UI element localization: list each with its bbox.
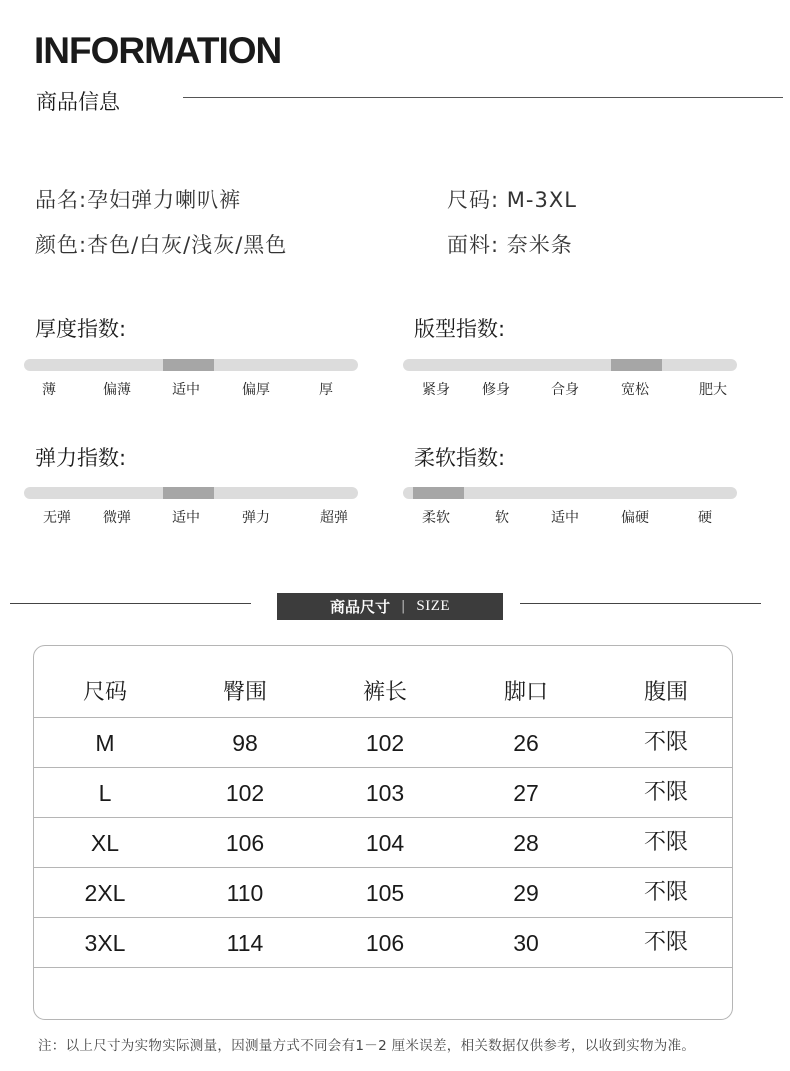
cell-hip: 106: [225, 830, 265, 856]
softness-index-marker: [413, 487, 464, 499]
thickness-index-bar: [24, 359, 358, 371]
elasticity-tick-label: 微弹: [103, 510, 131, 526]
cell-hip: 102: [225, 780, 265, 806]
softness-index-title: 柔软指数:: [414, 446, 506, 470]
table-row: [34, 818, 732, 868]
fit-tick-label: 紧身: [422, 382, 450, 398]
cell-hem: 29: [513, 880, 539, 906]
cell-waist: 不限: [643, 780, 689, 805]
fit-tick-label: 肥大: [699, 382, 727, 398]
page-subtitle: 商品信息: [36, 90, 120, 114]
header-length: 裤长: [362, 680, 408, 705]
table-row: [34, 718, 732, 768]
header-divider: [183, 97, 783, 98]
cell-hem: 30: [513, 930, 539, 956]
elasticity-tick-label: 弹力: [242, 510, 270, 526]
cell-waist: 不限: [643, 730, 689, 755]
cell-size: 3XL: [84, 930, 126, 956]
cell-waist: 不限: [643, 830, 689, 855]
thickness-tick-label: 厚: [319, 382, 333, 398]
fit-tick-label: 宽松: [621, 382, 649, 398]
elasticity-index-title: 弹力指数:: [35, 446, 127, 470]
softness-tick-label: 硬: [698, 510, 712, 526]
softness-tick-label: 适中: [551, 510, 579, 526]
table-row: [34, 918, 732, 968]
thickness-index-marker: [163, 359, 214, 371]
size-range-value: M-3XL: [506, 188, 577, 212]
softness-tick-label: 偏硬: [621, 510, 649, 526]
product-name-label: 品名:: [35, 188, 88, 212]
cell-waist: 不限: [643, 880, 689, 905]
softness-tick-label: 软: [495, 510, 509, 526]
cell-hip: 114: [226, 930, 264, 956]
header-waist: 腹围: [643, 680, 689, 705]
size-table: [33, 645, 733, 1020]
product-name-value: 孕妇弹力喇叭裤: [87, 188, 242, 212]
cell-length: 103: [365, 780, 405, 806]
fit-tick-label: 修身: [482, 382, 510, 398]
fabric-value: 奈米条: [506, 233, 573, 257]
header-hip: 臀围: [222, 680, 268, 705]
softness-index-bar: [403, 487, 737, 499]
color-value: 杏色/白灰/浅灰/黑色: [87, 233, 288, 257]
size-range-row: [447, 184, 577, 214]
cell-length: 105: [365, 880, 405, 906]
cell-length: 106: [365, 930, 405, 956]
size-banner-separator: |: [400, 599, 406, 614]
fabric-label: 面料:: [447, 233, 500, 257]
size-section-banner: [277, 593, 503, 620]
size-range-label: 尺码:: [447, 188, 500, 212]
cell-size: 2XL: [84, 880, 126, 906]
size-left-divider: [10, 603, 251, 604]
thickness-tick-label: 偏厚: [242, 382, 270, 398]
color-label: 颜色:: [35, 233, 88, 257]
cell-size: L: [98, 780, 112, 806]
measurement-note: 注：以上尺寸为实物实际测量，因测量方式不同会有1－2 厘米误差，相关数据仅供参考，以收到实物为准。: [38, 1038, 696, 1054]
elasticity-index-bar: [24, 487, 358, 499]
cell-hip: 110: [226, 880, 264, 906]
header-size: 尺码: [82, 680, 128, 705]
elasticity-index-marker: [163, 487, 214, 499]
cell-hip: 98: [232, 730, 258, 756]
elasticity-tick-label: 无弹: [43, 510, 71, 526]
fit-index-marker: [611, 359, 662, 371]
elasticity-tick-label: 适中: [172, 510, 200, 526]
color-row: [35, 229, 287, 259]
cell-hem: 27: [513, 780, 539, 806]
cell-hem: 26: [513, 730, 539, 756]
thickness-tick-label: 适中: [172, 382, 200, 398]
table-row: [34, 868, 732, 918]
cell-length: 104: [365, 830, 405, 856]
thickness-tick-label: 薄: [42, 382, 56, 398]
thickness-index-title: 厚度指数:: [35, 317, 127, 341]
cell-size: XL: [90, 830, 120, 856]
cell-hem: 28: [513, 830, 539, 856]
page-title: INFORMATION: [34, 30, 282, 71]
fit-index-bar: [403, 359, 737, 371]
fabric-row: [447, 229, 573, 259]
product-name-row: [35, 184, 241, 214]
fit-tick-label: 合身: [551, 382, 579, 398]
header-hem: 脚口: [503, 680, 549, 705]
softness-tick-label: 柔软: [422, 510, 450, 526]
table-row: [34, 768, 732, 818]
cell-waist: 不限: [643, 930, 689, 955]
size-right-divider: [520, 603, 761, 604]
thickness-tick-label: 偏薄: [103, 382, 131, 398]
elasticity-tick-label: 超弹: [320, 510, 348, 526]
size-table-header: [34, 668, 732, 718]
size-banner-cn: 商品尺寸: [329, 598, 390, 616]
cell-length: 102: [365, 730, 405, 756]
size-banner-en: SIZE: [416, 598, 451, 614]
fit-index-title: 版型指数:: [414, 317, 506, 341]
cell-size: M: [95, 730, 115, 756]
